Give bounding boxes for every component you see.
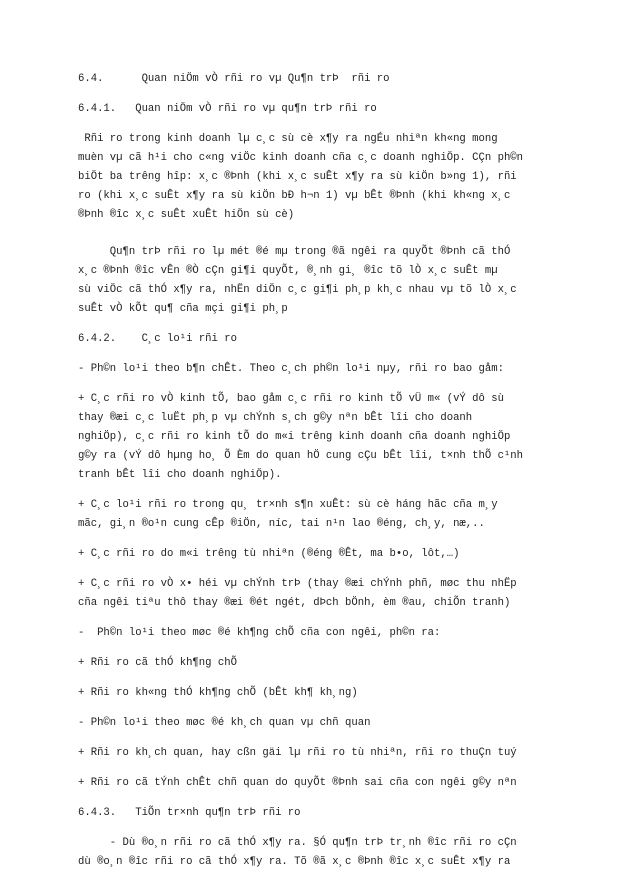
paragraph-line: - Ph©n lo¹i theo møc ®é kh¸ch quan vµ chñ quan	[78, 717, 371, 729]
paragraph-line: + C¸c lo¹i rñi ro trong qu¸ tr×nh s¶n xuÊt: sù cè háng hãc cña m¸y	[78, 499, 498, 511]
paragraph-line: tranh bÊt lîi cho doanh nghiÖp).	[78, 469, 282, 481]
paragraph-line: mãc, gi¸n ®o¹n cung cÊp ®iÖn, níc, tai n¹n lao ®éng, ch¸y, næ,..	[78, 518, 485, 530]
paragraph-line: + C¸c rñi ro do m«i trêng tù nhiªn (®éng ®Êt, ma b•o, lôt,…)	[78, 548, 460, 560]
paragraph-line: + Rñi ro cã thÓ kh¶ng chÕ	[78, 657, 237, 669]
heading-6-4-1: 6.4.1. Quan niÖm vÒ rñi ro vµ qu¶n trÞ rñi ro	[78, 103, 377, 115]
paragraph-line: biÖt ba trêng hîp: x¸c ®Þnh (khi x¸c suÊt x¶y ra sù kiÖn b»ng 1), rñi	[78, 171, 517, 183]
paragraph-line: + C¸c rñi ro vÒ x• héi vµ chÝnh trÞ (thay ®æi chÝnh phñ, møc thu nhËp	[78, 578, 517, 590]
paragraph-line: + Rñi ro cã tÝnh chÊt chñ quan do quyÕt ®Þnh sai cña con ngêi g©y nªn	[78, 777, 517, 789]
paragraph-line: Qu¶n trÞ rñi ro lµ mét ®é mµ trong ®ã ngêi ra quyÕt ®Þnh cã thÓ	[78, 246, 511, 258]
paragraph-line: sù viÖc cã thÓ x¶y ra, nhËn diÖn c¸c gi¶i ph¸p kh¸c nhau vµ tõ lÒ x¸c	[78, 284, 517, 296]
paragraph-line: - Ph©n lo¹i theo møc ®é kh¶ng chÕ cña con ngêi, ph©n ra:	[78, 627, 441, 639]
paragraph-line: ®Þnh ®îc x¸c suÊt xuÊt hiÖn sù cè)	[78, 209, 295, 221]
paragraph-line: + C¸c rñi ro vÒ kinh tÕ, bao gåm c¸c rñi ro kinh tÕ vÜ m« (vÝ dô sù	[78, 393, 504, 405]
paragraph-line: thay ®æi c¸c luËt ph¸p vµ chÝnh s¸ch g©y nªn bÊt lîi cho doanh	[78, 412, 473, 424]
heading-6-4-2: 6.4.2. C¸c lo¹i rñi ro	[78, 333, 237, 345]
paragraph-line: cña ngêi tiªu thô thay ®æi ®ét ngét, dÞch bÖnh, èm ®au, chiÕn tranh)	[78, 597, 511, 609]
paragraph-line: muèn vµ cã h¹i cho c«ng viÖc kinh doanh cña c¸c doanh nghiÖp. CÇn ph©n	[78, 152, 524, 164]
paragraph-line: + Rñi ro kh¸ch quan, hay cßn gäi lµ rñi ro tù nhiªn, rñi ro thuÇn tuý	[78, 747, 517, 759]
paragraph-line: ro (khi x¸c suÊt x¶y ra sù kiÖn bÐ h¬n 1) vµ bÊt ®Þnh (khi kh«ng x¸c	[78, 190, 511, 202]
paragraph-line: + Rñi ro kh«ng thÓ kh¶ng chÕ (bÊt kh¶ kh¸ng)	[78, 687, 358, 699]
paragraph-line: dù ®o¸n ®îc rñi ro cã thÓ x¶y ra. Tõ ®ã x¸c ®Þnh ®îc x¸c suÊt x¶y ra	[78, 856, 511, 868]
heading-6-4-3: 6.4.3. TiÕn tr×nh qu¶n trÞ rñi ro	[78, 807, 301, 819]
paragraph-line: suÊt vÒ kÕt qu¶ cña mçi gi¶i ph¸p	[78, 303, 288, 315]
heading-6-4: 6.4. Quan niÖm vÒ rñi ro vµ Qu¶n trÞ rñi ro	[78, 73, 390, 85]
paragraph-line: - Dù ®o¸n rñi ro cã thÓ x¶y ra. §Ó qu¶n trÞ tr¸nh ®îc rñi ro cÇn	[78, 837, 517, 849]
paragraph-line: nghiÖp), c¸c rñi ro kinh tÕ do m«i trêng kinh doanh cña doanh nghiÖp	[78, 431, 511, 443]
paragraph-line: g©y ra (vÝ dô hµng ho¸ Õ Èm do quan hÖ cung cÇu bÊt lîi, t×nh thÕ c¹nh	[78, 450, 524, 462]
paragraph-line: x¸c ®Þnh ®îc vÊn ®Ò cÇn gi¶i quyÕt, ®¸nh gi¸ ®îc tõ lÒ x¸c suÊt mµ	[78, 265, 498, 277]
paragraph-line: Rñi ro trong kinh doanh lµ c¸c sù cè x¶y ra ngÉu nhiªn kh«ng mong	[78, 133, 498, 145]
paragraph-line: - Ph©n lo¹i theo b¶n chÊt. Theo c¸ch ph©n lo¹i nµy, rñi ro bao gåm:	[78, 363, 504, 375]
